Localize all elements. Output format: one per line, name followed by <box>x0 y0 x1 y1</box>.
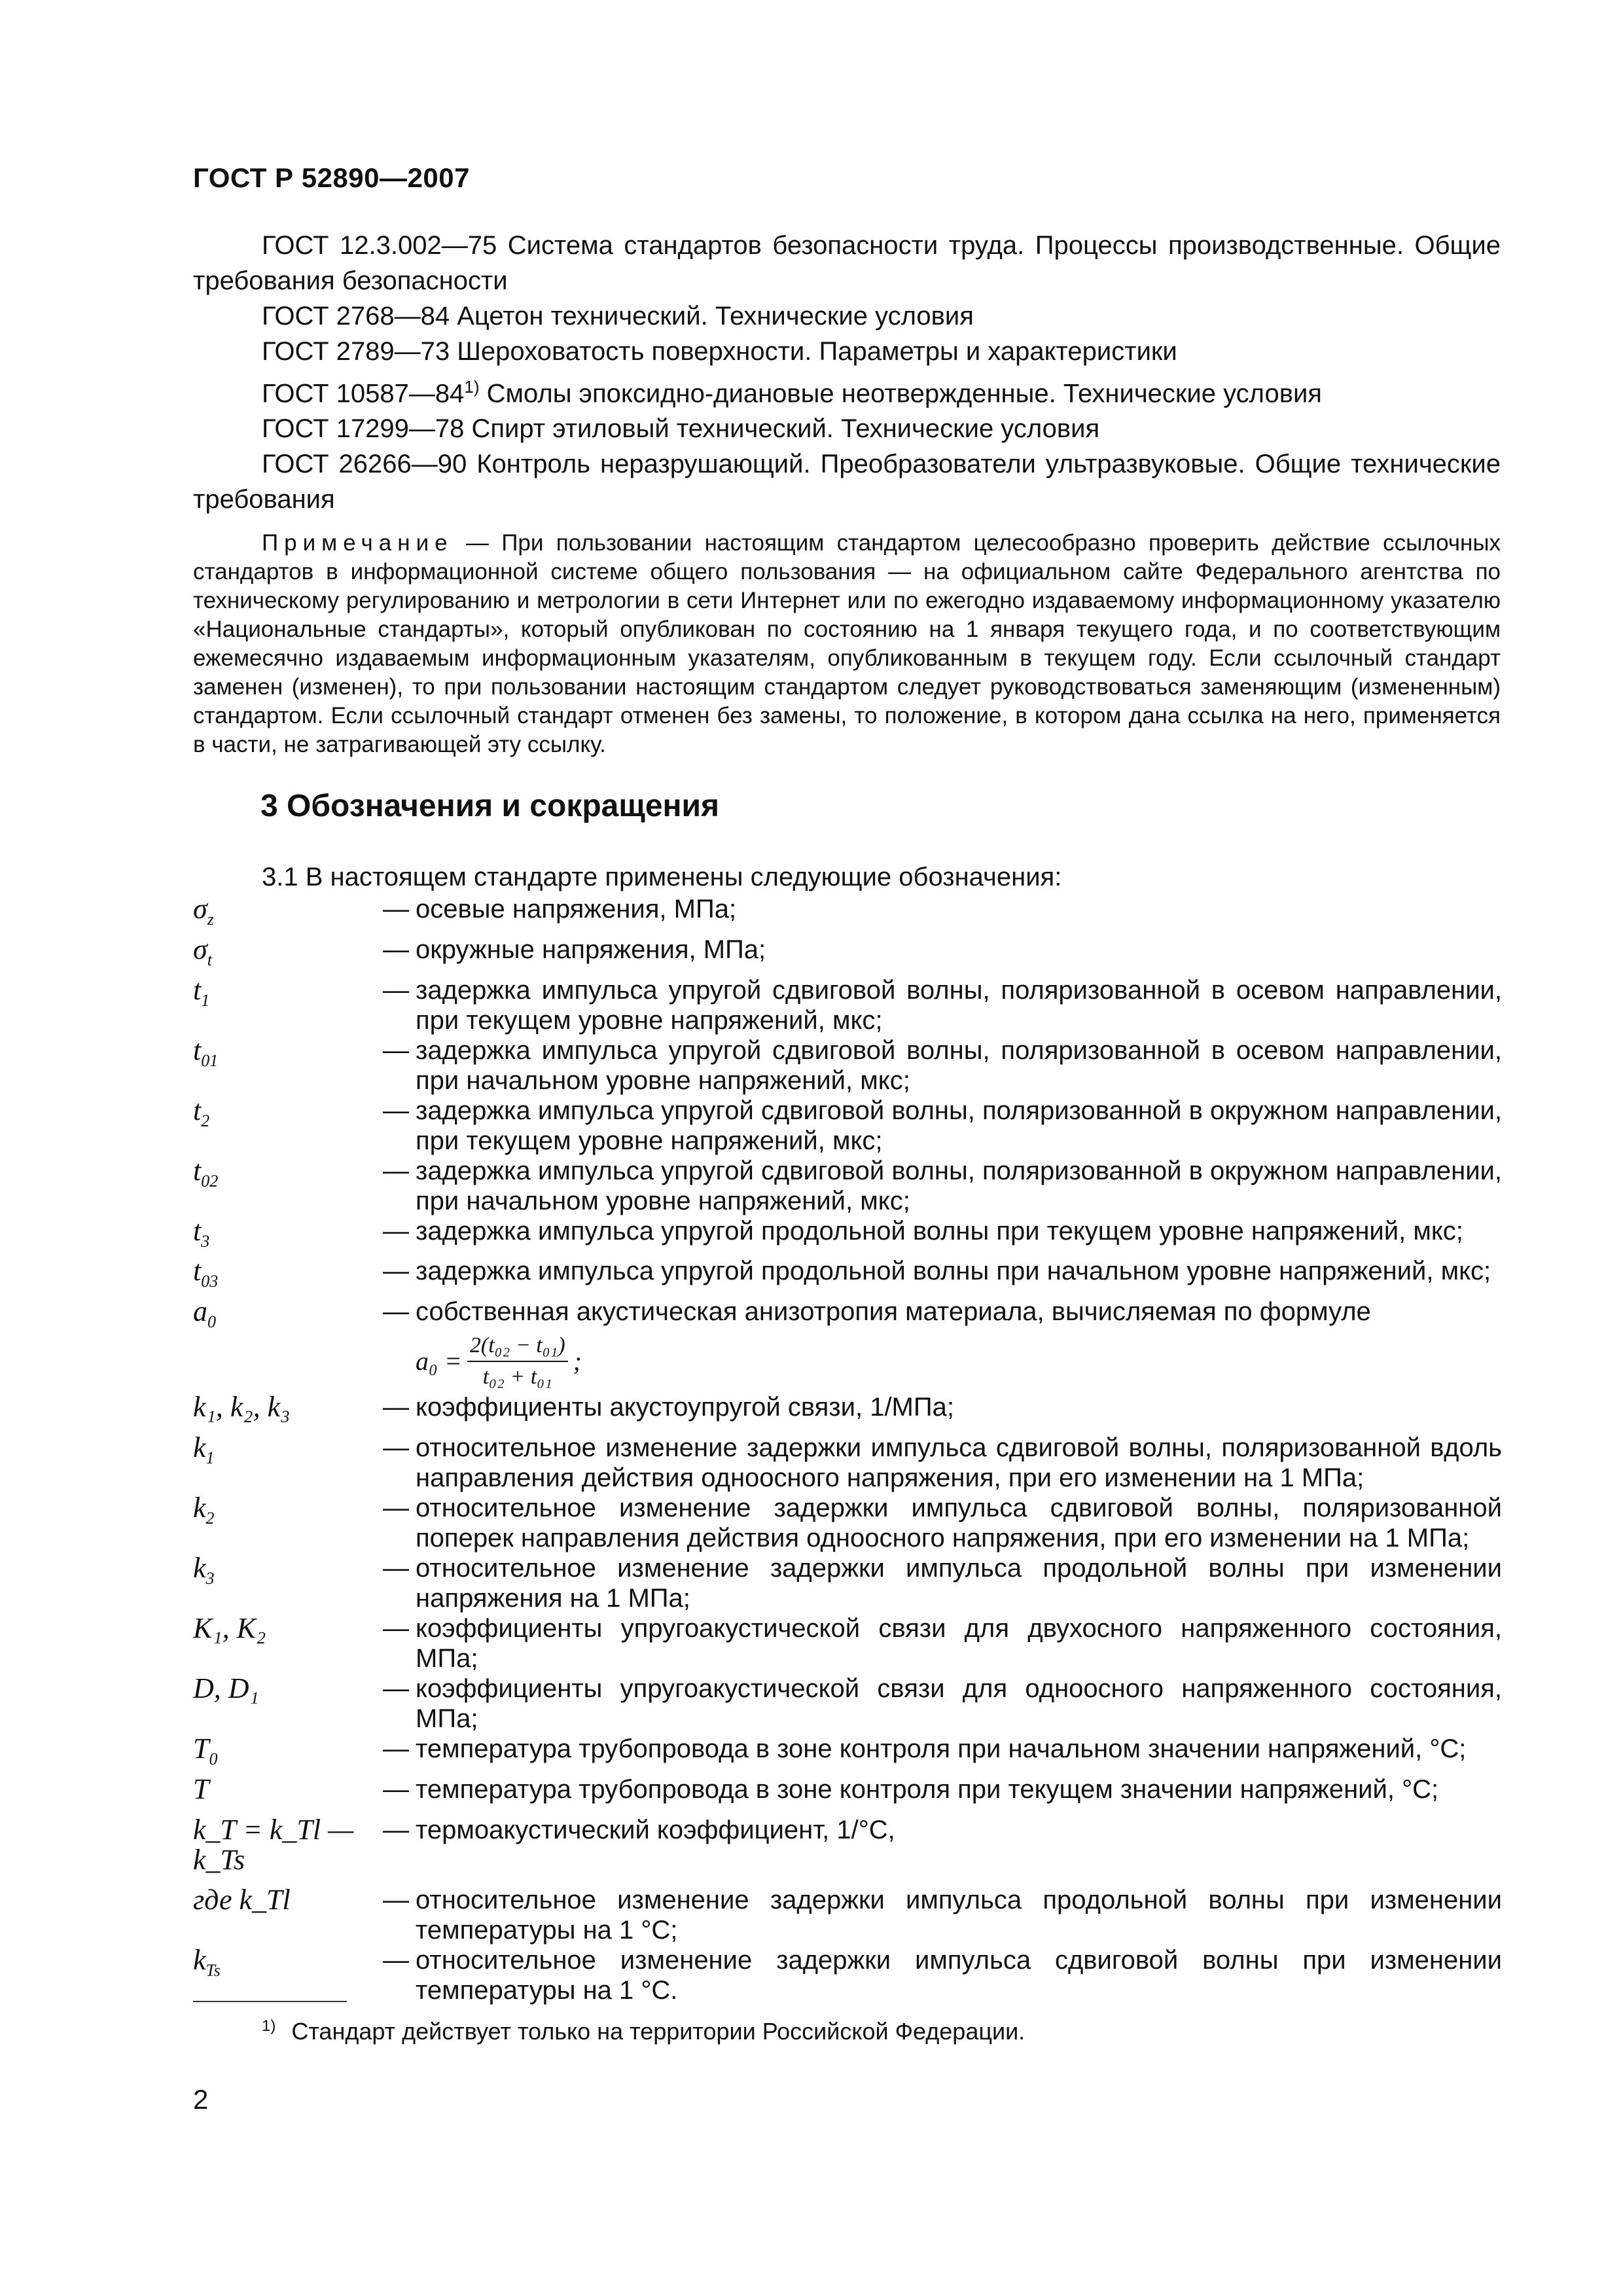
anisotropy-formula <box>416 1331 1502 1392</box>
definition-text: относительное изменение задержки импульса продольной волны при изменении температуры на 1 °С; <box>416 1886 1502 1945</box>
definition-row: $t_3$ — задержка импульса упругой продольной волны при текущем уровне напряжений, мкс; <box>193 1216 1502 1257</box>
definition-text: окружные напряжения, МПа; <box>416 935 766 964</box>
definition-text: коэффициенты акустоупругой связи, 1/МПа; <box>416 1393 954 1422</box>
reference-item: ГОСТ 12.3.002—75 Система стандартов безопасности труда. Процессы производственные. Общие требования безопасности <box>193 231 1501 295</box>
definition-row: K₁, K₂ — коэффициенты упругоакустической связи для двухосного напряженного состояния, МПа; <box>193 1611 1502 1673</box>
symbol: D, D₁ <box>193 1672 259 1704</box>
symbol: $k_1$ <box>193 1431 215 1467</box>
definition-row: $t_{03}$ — задержка импульса упругой продольной волны при начальном уровне напряжений, мкс; <box>193 1256 1502 1297</box>
definition-row: $t_{01}$ — задержка импульса упругой сдвиговой волны, поляризованной в осевом направлении, при начальном уровне напряжений, мкс; <box>193 1033 1502 1095</box>
formula-denominator: t₀₂ + t₀₁ <box>482 1365 552 1390</box>
reference-item: ГОСТ 2768—84 Ацетон технический. Технические условия <box>262 302 974 331</box>
page-number: 2 <box>193 2084 209 2115</box>
section-intro: 3.1 В настоящем стандарте применены следующие обозначения: <box>262 863 1062 891</box>
section-title: 3 Обозначения и сокращения <box>260 789 720 823</box>
definition-row: $k_{Ts}$ — относительное изменение задержки импульса сдвиговой волны при изменении температуры на 1 °С. <box>193 1944 1502 2005</box>
definition-text: коэффициенты упругоакустической связи для двухосного напряженного состояния, МПа; <box>416 1613 1502 1673</box>
definition-text: термоакустический коэффициент, 1/°С, <box>416 1815 895 1844</box>
definition-row: k_T = k_Tl — k_Ts — термоакустический коэффициент, 1/°С, <box>193 1815 1502 1886</box>
definition-row: где k_Tl — относительное изменение задержки импульса продольной волны при изменении температуры на 1 °С; <box>193 1884 1502 1945</box>
definition-text: температура трубопровода в зоне контроля при начальном значении напряжений, °С; <box>416 1734 1467 1763</box>
symbol: k_T = k_Tl — k_Ts <box>193 1813 354 1876</box>
definition-text: задержка импульса упругой сдвиговой волны, поляризованной в окружном направлении, при начальном уровне напряжений, мкс; <box>416 1156 1502 1215</box>
note-label: Примечание <box>262 530 454 556</box>
definition-row: $k_1$ — относительное изменение задержки импульса сдвиговой волны, поляризованной вдоль направления действия одноосного напряжения, при его изменении на 1 МПа; <box>193 1431 1502 1492</box>
definition-text: коэффициенты упругоакустической связи для одноосного напряженного состояния, МПа; <box>416 1674 1502 1733</box>
definition-text: задержка импульса упругой продольной волны при начальном уровне напряжений, мкс; <box>416 1257 1491 1286</box>
symbol: $k_2$ <box>193 1491 215 1528</box>
reference-item: ГОСТ 17299—78 Спирт этиловый технический. Технические условия <box>262 414 1100 444</box>
definition-row: $\sigma_t$ — окружные напряжения, МПа; <box>193 935 1502 975</box>
definition-text: задержка импульса упругой продольной волны при текущем уровне напряжений, мкс; <box>416 1216 1463 1246</box>
definition-row: $a_0$ — собственная акустическая анизотропия материала, вычисляемая по формуле a₀ = $\frac{\text{2(t₀₂ − t₀₁)}}{\text{t₀₂ + t₀₁}}$ ; <box>193 1297 1502 1392</box>
symbol: $t_2$ <box>193 1094 210 1130</box>
symbol: k₁, k₂, k₃ <box>193 1391 291 1424</box>
definition-text: собственная акустическая анизотропия материала, вычисляемая по формуле <box>416 1297 1371 1327</box>
definition-text: температура трубопровода в зоне контроля при текущем значении напряжений, °С; <box>416 1774 1439 1804</box>
symbol: $T_0$ <box>193 1732 218 1768</box>
symbol: $\sigma_z$ <box>193 893 214 929</box>
definition-row: $T_0$ — температура трубопровода в зоне контроля при начальном значении напряжений, °С; <box>193 1734 1502 1774</box>
definition-text: задержка импульса упругой сдвиговой волны, поляризованной в окружном направлении, при текущем уровне напряжений, мкс; <box>416 1096 1502 1155</box>
symbol: $t_{02}$ <box>193 1154 219 1191</box>
definition-row: T — температура трубопровода в зоне контроля при текущем значении напряжений, °С; <box>193 1774 1502 1815</box>
definition-row: $k_3$ — относительное изменение задержки импульса продольной волны при изменении напряжения на 1 МПа; <box>193 1551 1502 1613</box>
symbol: $t_3$ <box>193 1214 210 1251</box>
definition-text: осевые напряжения, МПа; <box>416 895 737 924</box>
reference-item: ГОСТ 26266—90 Контроль неразрушающий. Преобразователи ультразвуковые. Общие технические требования <box>193 450 1501 514</box>
normative-references <box>193 228 1501 517</box>
footnote-mark: 1) <box>262 2017 276 2035</box>
note-text: — При пользовании настоящим стандартом целесообразно проверить действие ссылочных стандартов в информационной системе общего пользования — на официальном сайте Федерального агентства по техническому регулированию и метрологии в сети Интернет или по ежегодно издаваемому информационному указателю «Национальные стандарты», который опубликован по состоянию на 1 января текущего года, и по соответствующим ежемесячно издаваемым информационным указателям, опубликованным в текущем году. Если ссылочный стандарт заменен (изменен), то при пользовании настоящим стандартом следует руководствоваться заменяющим (измененным) стандартом. Если ссылочный стандарт отменен без замены, то положение, в котором дана ссылка на него, применяется в части, не затрагивающей эту ссылку. <box>193 530 1501 757</box>
symbol: $t_{03}$ <box>193 1255 219 1291</box>
symbol: $\sigma_t$ <box>193 933 212 969</box>
definition-text: задержка импульса упругой сдвиговой волны, поляризованной в осевом направлении, при начальном уровне напряжений, мкс; <box>416 1035 1502 1095</box>
definition-text: относительное изменение задержки импульса сдвиговой волны, поляризованной поперек направления действия одноосного напряжения, при его изменении на 1 МПа; <box>416 1493 1502 1552</box>
definition-row: $\sigma_z$ — осевые напряжения, МПа; <box>193 894 1502 935</box>
footnote <box>262 2017 1025 2045</box>
reference-code: ГОСТ 10587—84 <box>262 379 465 408</box>
footnote-divider <box>193 2001 347 2002</box>
footnote-ref: 1) <box>464 377 480 397</box>
formula-lhs: a₀ = <box>416 1346 462 1376</box>
definitions-list <box>193 894 1502 2005</box>
symbol: $a_0$ <box>193 1295 216 1331</box>
definition-row: $t_{02}$ — задержка импульса упругой сдвиговой волны, поляризованной в окружном направлении, при начальном уровне напряжений, мкс; <box>193 1154 1502 1215</box>
document-header: ГОСТ Р 52890—2007 <box>193 162 470 193</box>
formula-fraction <box>467 1331 568 1392</box>
formula-tail: ; <box>573 1346 582 1376</box>
definition-text: относительное изменение задержки импульса сдвиговой волны при изменении температуры на 1 °С. <box>416 1946 1502 2005</box>
definition-row: $t_2$ — задержка импульса упругой сдвиговой волны, поляризованной в окружном направлении, при текущем уровне напряжений, мкс; <box>193 1094 1502 1155</box>
definition-text: задержка импульса упругой сдвиговой волны, поляризованной в осевом направлении, при текущем уровне напряжений, мкс; <box>416 975 1502 1035</box>
symbol: $k_{Ts}$ <box>193 1944 221 1981</box>
definition-row: D, D₁ — коэффициенты упругоакустической связи для одноосного напряженного состояния, МПа; <box>193 1672 1502 1733</box>
definition-row: $t_1$ — задержка импульса упругой сдвиговой волны, поляризованной в осевом направлении, при текущем уровне напряжений, мкс; <box>193 973 1502 1035</box>
reference-title: Смолы эпоксидно-диановые неотвержденные. Технические условия <box>479 379 1322 408</box>
symbol: где k_Tl <box>193 1884 291 1916</box>
reference-item: ГОСТ 2789—73 Шероховатость поверхности. Параметры и характеристики <box>262 337 1177 366</box>
definition-row: k₁, k₂, k₃ — коэффициенты акустоупругой связи, 1/МПа; <box>193 1392 1502 1433</box>
reference-item <box>193 369 1501 411</box>
symbol: $t_1$ <box>193 973 210 1010</box>
symbol: T <box>193 1772 209 1805</box>
symbol: $k_3$ <box>193 1551 215 1588</box>
symbol: $t_{01}$ <box>193 1033 219 1070</box>
note-block <box>193 529 1501 759</box>
definition-text: относительное изменение задержки импульса продольной волны при изменении напряжения на 1 МПа; <box>416 1553 1502 1613</box>
definition-row: $k_2$ — относительное изменение задержки импульса сдвиговой волны, поляризованной поперек направления действия одноосного напряжения, при его изменении на 1 МПа; <box>193 1491 1502 1552</box>
formula-numerator: 2(t₀₂ − t₀₁) <box>467 1331 568 1362</box>
definition-text: относительное изменение задержки импульса сдвиговой волны, поляризованной вдоль направления действия одноосного напряжения, при его изменении на 1 МПа; <box>416 1433 1502 1492</box>
footnote-text: Стандарт действует только на территории Российской Федерации. <box>291 2018 1026 2045</box>
symbol: K₁, K₂ <box>193 1611 266 1644</box>
